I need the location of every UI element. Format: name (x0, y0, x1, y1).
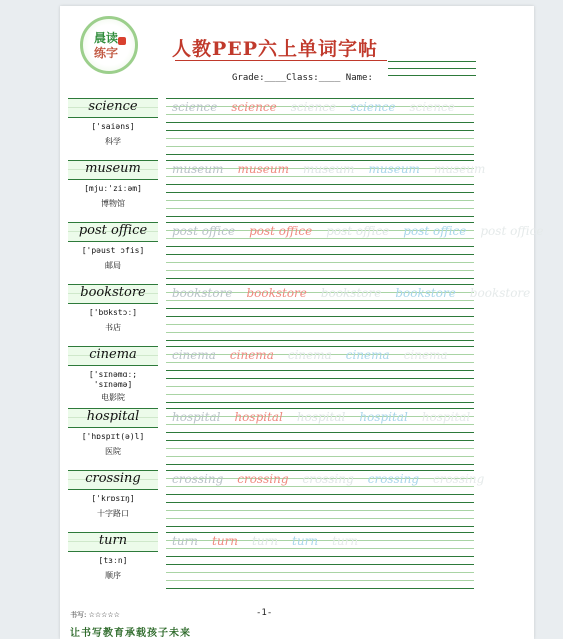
trace-word: bookstore (172, 286, 233, 300)
trace-word: bookstore (395, 286, 456, 300)
phonetic: ['pəust ɔfis] (81, 246, 145, 255)
trace-word: museum (237, 162, 289, 176)
tracing-words (172, 223, 544, 239)
tracing-words (172, 409, 472, 425)
trace-word: post office (480, 224, 544, 238)
tracing-words (172, 285, 531, 301)
word-row (68, 532, 474, 588)
trace-word: science (231, 100, 277, 114)
word-row (68, 160, 486, 216)
rating-stars: 书写: ☆☆☆☆☆ (70, 611, 120, 619)
trace-word: science (172, 100, 218, 114)
logo-text-top: 晨读 (94, 31, 119, 45)
trace-word: crossing (302, 472, 354, 486)
tracing-words (172, 471, 485, 487)
phonetic: [tɜːn] (98, 556, 128, 565)
trace-word: turn (172, 534, 199, 548)
worksheet-page (60, 6, 544, 639)
trace-word: cinema (229, 348, 274, 362)
tracing-words (172, 99, 472, 115)
trace-word: turn (212, 534, 239, 548)
english-word: museum (85, 161, 141, 176)
english-word: hospital (86, 409, 140, 424)
trace-word: hospital (234, 410, 283, 424)
english-word: bookstore (80, 285, 146, 300)
name-writing-lines (388, 61, 476, 82)
trace-word: museum (172, 162, 224, 176)
trace-word: museum (433, 162, 486, 176)
trace-word: science (290, 100, 337, 114)
trace-word: cinema (287, 348, 332, 362)
word-row (68, 222, 544, 278)
chinese-meaning: 邮局 (105, 261, 121, 270)
english-word: science (88, 99, 138, 114)
trace-word: museum (302, 162, 355, 176)
english-word: post office (78, 223, 148, 238)
trace-word: cinema (345, 348, 390, 362)
trace-word: crossing (172, 472, 224, 486)
word-row (68, 408, 474, 464)
trace-word: post office (403, 224, 467, 238)
english-word: turn (98, 533, 128, 548)
tracing-words (172, 161, 486, 177)
phonetic: ['hɒspɪt(ə)l] (81, 432, 145, 441)
word-row (68, 346, 474, 402)
trace-word: science (409, 100, 455, 114)
chinese-meaning: 科学 (105, 137, 121, 146)
page-title: 人教PEP六上单词字帖 (172, 38, 379, 60)
trace-word: science (350, 100, 396, 114)
page-number: -1- (256, 608, 273, 618)
trace-word: hospital (359, 410, 408, 424)
chinese-meaning: 博物馆 (101, 199, 125, 208)
chinese-meaning: 电影院 (101, 393, 125, 402)
chinese-meaning: 顺序 (105, 571, 121, 580)
trace-word: turn (252, 534, 279, 548)
phonetic: ['krɒsɪŋ] (91, 494, 135, 503)
trace-word: post office (326, 224, 390, 238)
phonetic: ['bʊkstɔː] (88, 308, 138, 317)
grade-class-name-line: Grade:____Class:____ Name: (232, 73, 373, 83)
phonetic: ['saiəns] (91, 122, 135, 131)
seal-icon (118, 37, 126, 45)
trace-word: post office (249, 224, 313, 238)
trace-word: cinema (172, 348, 216, 362)
phonetic: [mjuː'ziːəm] (84, 184, 142, 193)
trace-word: museum (368, 162, 420, 176)
word-row (68, 284, 531, 340)
trace-word: cinema (403, 348, 448, 362)
trace-word: bookstore (320, 286, 382, 300)
slogan: 让书写教育承载孩子未来 (70, 628, 191, 639)
tracing-words (172, 347, 472, 363)
trace-word: crossing (237, 472, 289, 486)
english-word: cinema (89, 347, 137, 362)
english-word: crossing (85, 471, 141, 486)
title-underline (175, 60, 387, 61)
trace-word: turn (332, 534, 359, 548)
chinese-meaning: 十字路口 (97, 509, 129, 518)
trace-word: hospital (172, 410, 221, 424)
trace-word: hospital (296, 410, 346, 424)
trace-word: crossing (433, 472, 485, 486)
logo (80, 16, 138, 74)
trace-word: bookstore (246, 286, 307, 300)
trace-word: bookstore (469, 286, 531, 300)
tracing-words (172, 533, 472, 549)
phonetic: ['sɪnəmɑː; 'sɪnəmə] (88, 370, 138, 389)
trace-word: hospital (421, 410, 471, 424)
trace-word: post office (172, 224, 236, 238)
trace-word: crossing (367, 472, 419, 486)
word-row (68, 98, 474, 154)
trace-word: turn (292, 534, 319, 548)
logo-text-bottom: 练字 (94, 46, 119, 60)
chinese-meaning: 医院 (105, 447, 121, 456)
chinese-meaning: 书店 (105, 323, 121, 332)
word-row (68, 470, 485, 526)
